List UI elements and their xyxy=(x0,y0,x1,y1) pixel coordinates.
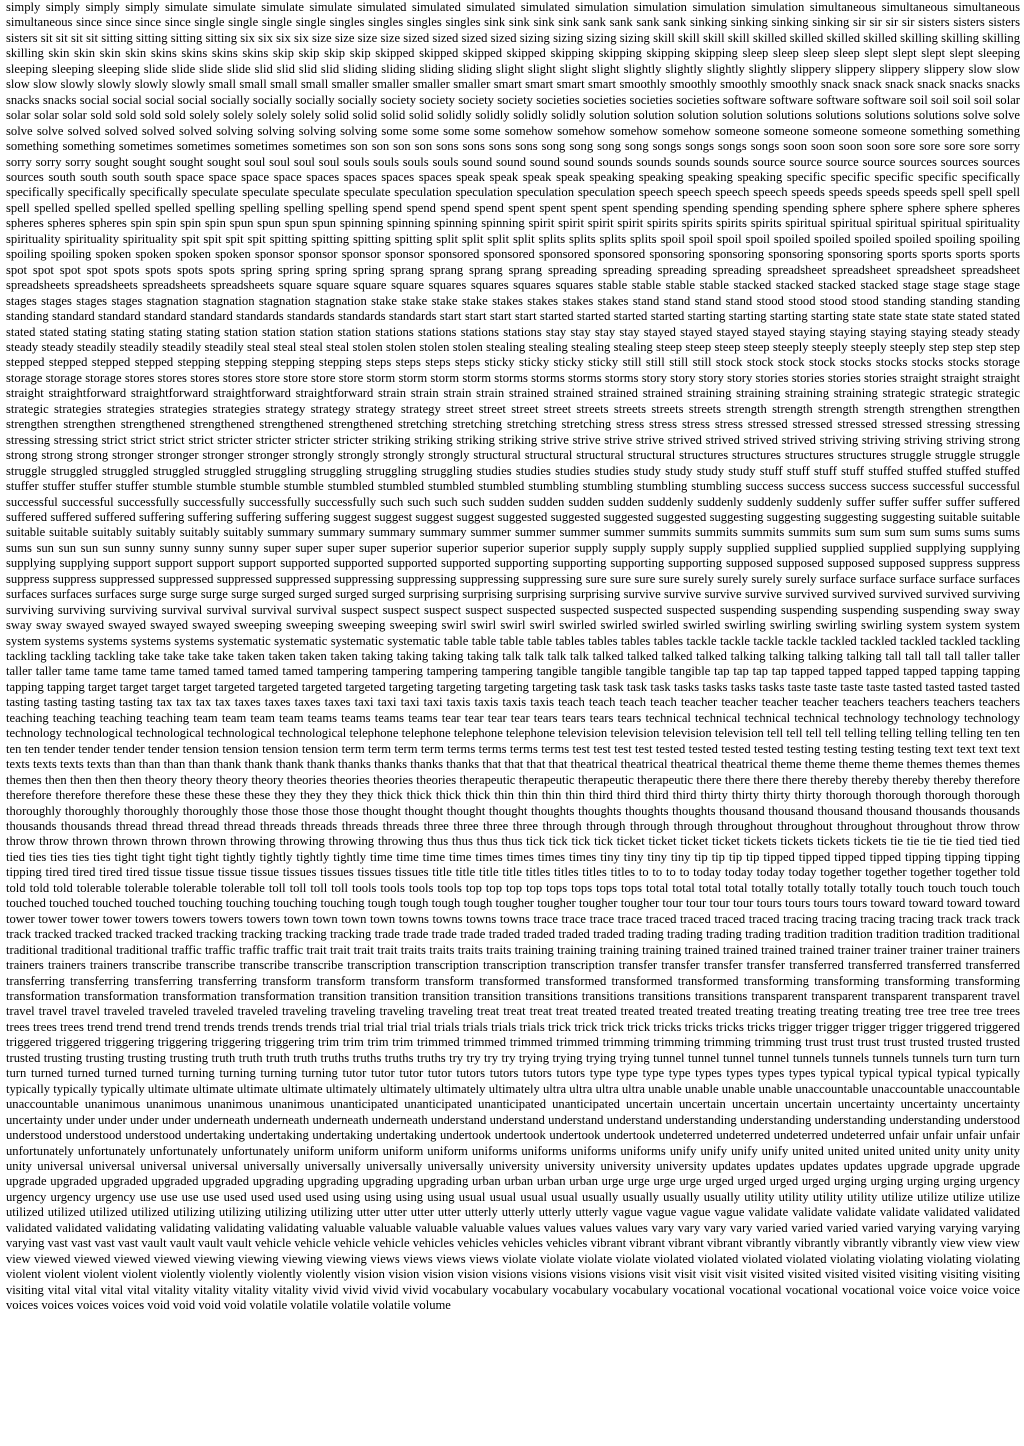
word-list-text: simply simply simply simply simulate simulate simulate simulate simulated simulated simulated simulated simulation simulation simulation simulation simultaneous simultaneous simultaneous simultaneous since since since since single single single single singles singles singles singles sink sink sink sink sank sank sank sank sinking sinking sinking sinking sir sir sir sir sisters sisters sisters sisters sit sit sit sit sitting sitting sitting sitting six six six six size size size size sized sized sized sized sizing sizing sizing sizing skill skill skill skill skilled skilled skilled skilled skilling skilling skilling skilling skin skin skin skin skins skins skins skins skip skip skip skip skipped skipped skipped skipped skipping skipping skipping skipping sleep sleep sleep sleep slept slept slept slept sleeping sleeping sleeping sleeping slide slide slide slide slid slid slid slid sliding sliding sliding sliding slight slight slight slight slightly slightly slightly slightly slippery slippery slippery slippery slow slow slow slow slowly slowly slowly slowly small small small small smaller smaller smaller smaller smart smart smart smart smoothly smoothly smoothly smoothly snack snack snack snack snacks snacks snacks snacks social social social social socially socially socially socially society society society society societies societies societies societies software software software software soil soil soil soil solar solar solar solar sold sold sold sold solely solely solely solely solid solid solid solid solidly solidly solidly solidly solution solution solution solution solutions solutions solutions solutions solve solve solve solve solved solved solved solved solving solving solving solving some some some some somehow somehow somehow somehow someone someone someone someone something something something something sometimes sometimes sometimes sometimes son son son son sons sons sons sons song song song song songs songs songs songs soon soon soon soon sore sore sore sore sorry sorry sorry sorry sought sought sought sought soul soul soul soul souls souls souls souls sound sound sound sound sounds sounds sounds sounds source source source source sources sources sources sources south south south south space space space space spaces spaces spaces spaces speak speak speak speak speaking speaking speaking speaking specific specific specific specific specifically specifically specifically specifically speculate speculate speculate speculate speculation speculation speculation speculation speech speech speech speech speeds speeds speeds speeds spell spell spell spell spelled spelled spelled spelled spelling spelling spelling spelling spend spend spend spend spent spent spent spent spending spending spending spending sphere sphere sphere sphere spheres spheres spheres spheres spin spin spin spin spun spun spun spun spinning spinning spinning spinning spirit spirit spirit spirit spirits spirits spirits spirits spiritual spiritual spiritual spiritual spirituality spirituality spirituality spirituality spit spit spit spit spitting spitting spitting spitting split split split split splits splits splits splits spoil spoil spoil spoil spoiled spoiled spoiled spoiled spoiling spoiling spoiling spoiling spoken spoken spoken spoken sponsor sponsor sponsor sponsor sponsored sponsored sponsored sponsored sponsoring sponsoring sponsoring sponsoring sports sports sports sports spot spot spot spot spots spots spots spots spring spring spring spring sprang sprang sprang sprang spreading spreading spreading spreading spreadsheet spreadsheet spreadsheet spreadsheet spreadsheets spreadsheets spreadsheets spreadsheets square square square square squares squares squares squares stable stable stable stable stacked stacked stacked stacked stage stage stage stage stages stages stages stages stagnation stagnation stagnation stagnation stake stake stake stake stakes stakes stakes stakes stand stand stand stand stood stood stood stood standing standing standing standing standard standard standard standard standards standards standards standards start start start start started started started started starting starting starting starting state state state state stated stated stated stated stating stating stating stating station station station station stations stations stations stations stay stay stay stay stayed stayed stayed stayed staying staying staying staying steady steady steady steady steadily steadily steadily steadily steal steal steal steal stolen stolen stolen stolen stealing stealing stealing stealing steep steep steep steep steeply steeply steeply steeply step step step step stepped stepped stepped stepped stepping stepping stepping stepping steps steps steps steps sticky sticky sticky sticky still still still still stock stock stock stock stocks stocks stocks stocks storage storage storage storage stores stores stores stores store store store store storm storm storm storm storms storms storms storms story story story story stories stories stories stories straight straight straight straight straightforward straightforward straightforward straightforward strain strain strain strain strained strained strained strained straining straining straining straining strategic strategic strategic strategic strategies strategies strategies strategies strategy strategy strategy strategy street street street street streets streets streets streets strength strength strength strength strengthen strengthen strengthen strengthen strengthened strengthened strengthened strengthened stretching stretching stretching stretching stress stress stress stress stressed stressed stressed stressed stressing stressing stressing stressing strict strict strict strict stricter stricter stricter stricter striking striking striking striking strive strive strive strive strived strived strived strived striving striving striving striving strong strong strong strong stronger stronger stronger stronger strongly strongly strongly strongly structural structural structural structural structures structures structures structures struggle struggle struggle struggle struggled struggled struggled struggled struggling struggling struggling struggling studies studies studies studies study study study study stuff stuff stuff stuff stuffed stuffed stuffed stuffed stuffer stuffer stuffer stuffer stumble stumble stumble stumble stumbled stumbled stumbled stumbled stumbling stumbling stumbling stumbling success success success success successful successful successful successful successfully successfully successfully successfully such such such such sudden sudden sudden sudden suddenly suddenly suddenly suddenly suffer suffer suffer suffer suffered suffered suffered suffered suffering suffering suffering suffering suggest suggest suggest suggest suggested suggested suggested suggested suggesting suggesting suggesting suggesting suitable suitable suitable suitable suitably suitably suitably suitably summary summary summary summary summer summer summer summer summits summits summits summits sum sum sum sum sums sums sums sums sun sun sun sun sunny sunny sunny sunny super super super super superior superior superior superior supply supply supply supply supplied supplied supplied supplied supplying supplying supplying supplying support support support support supported supported supported supported supporting supporting supporting supporting supposed supposed supposed supposed suppress suppress suppress suppress suppressed suppressed suppressed suppressed suppressing suppressing suppressing suppressing sure sure sure sure surely surely surely surely surface surface surface surface surfaces surfaces surfaces surfaces surge surge surge surge surged surged surged surged surprising surprising surprising surprising survive survive survive survive survived survived survived survived surviving surviving surviving surviving survival survival survival survival suspect suspect suspect suspect suspected suspected suspected suspected suspending suspending suspending suspending sway sway sway sway swayed swayed swayed swayed sweeping sweeping sweeping sweeping swirl swirl swirl swirl swirled swirled swirled swirled swirling swirling swirling swirling system system system system systems systems systems systems systematic systematic systematic systematic table table table table tables tables tables tables tackle tackle tackle tackle tackled tackled tackled tackled tackling tackling tackling tackling take take take take taken taken taken taken taking taking taking taking talk talk talk talk talked talked talked talked talking talking talking talking tall tall tall tall taller taller taller taller tame tame tame tame tamed tamed tamed tamed tampering tampering tampering tampering tangible tangible tangible tangible tap tap tap tap tapped tapped tapped tapped tapping tapping tapping tapping target target target target targeted targeted targeted targeted targeting targeting targeting targeting task task task task tasks tasks tasks tasks taste taste taste taste tasted tasted tasted tasted tasting tasting tasting tasting tax tax tax tax taxes taxes taxes taxes taxi taxi taxi taxi taxis taxis taxis taxis teach teach teach teach teacher teacher teacher teacher teachers teachers teachers teachers teaching teaching teaching teaching team team team team teams teams teams teams tear tear tear tear tears tears tears tears technical technical technical technical technology technology technology technology technological technological technological technological telephone telephone telephone telephone television television television television tell tell tell tell telling telling telling telling ten ten ten ten tender tender tender tender tension tension tension tension term term term term terms terms terms terms test test test test tested tested tested tested testing testing testing testing text text text text texts texts texts texts than than than than thank thank thank thank thanks thanks thanks thanks that that that that theatrical theatrical theatrical theatrical theme theme theme theme themes themes themes themes then then then then theory theory theory theory theories theories theories theories therapeutic therapeutic therapeutic therapeutic there there there there thereby thereby thereby thereby therefore therefore therefore therefore these these these these they they they they thick thick thick thick thin thin thin thin third third third third thirty thirty thirty thirty thorough thorough thorough thorough thoroughly thoroughly thoroughly thoroughly those those those those thought thought thought thought thoughts thoughts thoughts thoughts thousand thousand thousand thousand thousands thousands thousands thousands thread thread thread thread threads threads threads threads three three three three through through through through throughout throughout throughout throughout throw throw throw throw thrown thrown thrown thrown throwing throwing throwing throwing thus thus thus thus tick tick tick tick ticket ticket ticket ticket tickets tickets tickets tickets tie tie tie tie tied tied tied tied ties ties ties ties tight tight tight tight tightly tightly tightly tightly time time time time times times times times tiny tiny tiny tiny tip tip tip tip tipped tipped tipped tipped tipping tipping tipping tipping tired tired tired tired tissue tissue tissue tissue tissues tissues tissues tissues title title title title titles titles titles titles to to to to today today today today together together together together told told told told tolerable tolerable tolerable tolerable toll toll toll toll tools tools tools tools top top top top tops tops tops tops total total total total totally totally totally totally touch touch touch touch touched touched touched touched touching touching touching touching tough tough tough tough tougher tougher tougher tougher tour tour tour tour tours tours tours tours toward toward toward toward tower tower tower tower towers towers towers towers town town town town towns towns towns towns trace trace trace trace traced traced traced traced tracing tracing tracing tracing track track track track tracked tracked tracked tracked tracking tracking tracking tracking trade trade trade trade traded traded traded traded trading trading trading trading tradition tradition tradition tradition traditional traditional traditional traditional traffic traffic traffic traffic trait trait trait trait traits traits traits traits training training training training trained trained trained trained trainer trainer trainer trainer trainers trainers trainers trainers transcribe transcribe transcribe transcribe transcription transcription transcription transcription transfer transfer transfer transfer transferred transferred transferred transferred transferring transferring transferring transferring transform transform transform transform transformed transformed transformed transformed transforming transforming transforming transforming transformation transformation transformation transformation transition transition transition transition transitions transitions transitions transitions transparent transparent transparent transparent travel travel travel travel traveled traveled traveled traveled traveling traveling traveling traveling treat treat treat treat treated treated treated treated treating treating treating treating tree tree tree tree trees trees trees trees trend trend trend trend trends trends trends trends trial trial trial trial trials trials trials trials trick trick trick trick tricks tricks tricks tricks trigger trigger trigger trigger triggered triggered triggered triggered triggering triggering triggering triggering trim trim trim trim trimmed trimmed trimmed trimmed trimming trimming trimming trimming trust trust trust trust trusted trusted trusted trusted trusting trusting trusting trusting truth truth truth truth truths truths truths truths try try try try trying trying trying trying tunnel tunnel tunnel tunnel tunnels tunnels tunnels tunnels turn turn turn turn turned turned turned turned turning turning turning turning tutor tutor tutor tutor tutors tutors tutors tutors type type type type types types types types typical typical typical typical typically typically typically typically ultimate ultimate ultimate ultimate ultimately ultimately ultimately ultimately ultra ultra ultra ultra unable unable unable unable unaccountable unaccountable unaccountable unaccountable unanimous unanimous unanimous unanimous unanticipated unanticipated unanticipated unanticipated uncertain uncertain uncertain uncertain uncertainty uncertainty uncertainty uncertainty under under under under underneath underneath underneath underneath understand understand understand understand understanding understanding understanding understanding understood understood understood understood undertaking undertaking undertaking undertaking undertook undertook undertook undertook undeterred undeterred undeterred undeterred unfair unfair unfair unfair unfortunately unfortunately unfortunately unfortunately uniform uniform uniform uniform uniforms uniforms uniforms uniforms unify unify unify unify united united united united unity unity unity unity universal universal universal universal universally universally universally universally university university university university updates updates updates updates upgrade upgrade upgrade upgrade upgraded upgraded upgraded upgraded upgrading upgrading upgrading upgrading urban urban urban urban urge urge urge urge urged urged urged urged urging urging urging urging urgency urgency urgency urgency use use use use used used used used using using using using usual usual usual usual usually usually usually usually utility utility utility utility utilize utilize utilize utilize utilized utilized utilized utilized utilizing utilizing utilizing utilizing utter utter utter utter utterly utterly utterly utterly vague vague vague vague validate validate validate validate validated validated validated validated validating validating validating validating valuable valuable valuable valuable values values values values vary vary vary vary varied varied varied varied varying varying varying varying vast vast vast vast vault vault vault vault vehicle vehicle vehicle vehicle vehicles vehicles vehicles vehicles vibrant vibrant vibrant vibrant vibrantly vibrantly vibrantly vibrantly view view view view viewed viewed viewed viewed viewing viewing viewing viewing views views views views violate violate violate violate violated violated violated violated violating violating violating violating violent violent violent violent violently violently violently violently vision vision vision vision visions visions visions visions visit visit visit visit visited visited visited visited visiting visiting visiting visiting vital vital vital vital vitality vitality vitality vitality vivid vivid vivid vivid vocabulary vocabulary vocabulary vocabulary vocational vocational vocational vocational voice voice voice voice voices voices voices voices void void void void volatile volatile volatile volatile volume xyxy=(6,0,1020,1313)
